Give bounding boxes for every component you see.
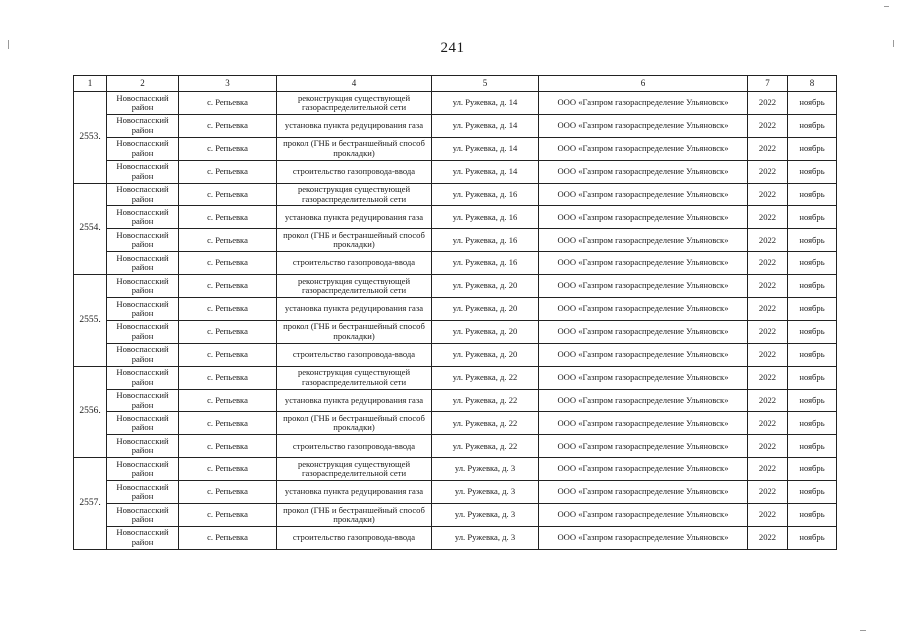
district-cell: Новоспасский район (107, 389, 179, 412)
district-cell: Новоспасский район (107, 183, 179, 206)
address-cell: ул. Ружевка, д. 16 (432, 206, 539, 229)
organization-cell: ООО «Газпром газораспределение Ульяновск» (539, 526, 748, 549)
organization-cell: ООО «Газпром газораспределение Ульяновск» (539, 343, 748, 366)
table-row (74, 481, 837, 504)
locality-cell: с. Репьевка (179, 206, 277, 229)
year-cell: 2022 (748, 366, 788, 389)
district-cell: Новоспасский район (107, 504, 179, 527)
address-cell: ул. Ружевка, д. 14 (432, 92, 539, 115)
district-cell: Новоспасский район (107, 435, 179, 458)
year-cell: 2022 (748, 504, 788, 527)
year-cell: 2022 (748, 526, 788, 549)
year-cell: 2022 (748, 389, 788, 412)
column-header: 6 (539, 76, 748, 92)
work-type-cell: прокол (ГНБ и бестраншейный способ прокладки) (277, 412, 432, 435)
year-cell: 2022 (748, 458, 788, 481)
organization-cell: ООО «Газпром газораспределение Ульяновск» (539, 114, 748, 137)
table-row (74, 137, 837, 160)
month-cell: ноябрь (788, 343, 837, 366)
organization-cell: ООО «Газпром газораспределение Ульяновск» (539, 435, 748, 458)
organization-cell: ООО «Газпром газораспределение Ульяновск» (539, 298, 748, 321)
page-number: 241 (440, 40, 465, 56)
locality-cell: с. Репьевка (179, 298, 277, 321)
table-body (74, 92, 837, 550)
year-cell: 2022 (748, 412, 788, 435)
table-row (74, 298, 837, 321)
address-cell: ул. Ружевка, д. 22 (432, 412, 539, 435)
month-cell: ноябрь (788, 252, 837, 275)
month-cell: ноябрь (788, 229, 837, 252)
column-header: 1 (74, 76, 107, 92)
organization-cell: ООО «Газпром газораспределение Ульяновск» (539, 206, 748, 229)
column-header: 5 (432, 76, 539, 92)
table-row (74, 320, 837, 343)
district-cell: Новоспасский район (107, 275, 179, 298)
organization-cell: ООО «Газпром газораспределение Ульяновск» (539, 412, 748, 435)
year-cell: 2022 (748, 435, 788, 458)
address-cell: ул. Ружевка, д. 3 (432, 526, 539, 549)
locality-cell: с. Репьевка (179, 435, 277, 458)
district-cell: Новоспасский район (107, 252, 179, 275)
district-cell: Новоспасский район (107, 114, 179, 137)
month-cell: ноябрь (788, 137, 837, 160)
work-type-cell: реконструкция существующей газораспределительной сети (277, 275, 432, 298)
work-type-cell: прокол (ГНБ и бестраншейный способ прокладки) (277, 137, 432, 160)
locality-cell: с. Репьевка (179, 160, 277, 183)
locality-cell: с. Репьевка (179, 458, 277, 481)
month-cell: ноябрь (788, 320, 837, 343)
table-row (74, 366, 837, 389)
year-cell: 2022 (748, 137, 788, 160)
table-row (74, 389, 837, 412)
column-header: 2 (107, 76, 179, 92)
table-row (74, 275, 837, 298)
month-cell: ноябрь (788, 183, 837, 206)
table-row (74, 412, 837, 435)
district-cell: Новоспасский район (107, 206, 179, 229)
district-cell: Новоспасский район (107, 160, 179, 183)
month-cell: ноябрь (788, 458, 837, 481)
data-table (73, 75, 837, 550)
year-cell: 2022 (748, 183, 788, 206)
month-cell: ноябрь (788, 412, 837, 435)
work-type-cell: строительство газопровода-ввода (277, 435, 432, 458)
work-type-cell: реконструкция существующей газораспределительной сети (277, 366, 432, 389)
column-header: 4 (277, 76, 432, 92)
address-cell: ул. Ружевка, д. 20 (432, 298, 539, 321)
address-cell: ул. Ружевка, д. 20 (432, 320, 539, 343)
locality-cell: с. Репьевка (179, 526, 277, 549)
year-cell: 2022 (748, 252, 788, 275)
month-cell: ноябрь (788, 206, 837, 229)
district-cell: Новоспасский район (107, 481, 179, 504)
district-cell: Новоспасский район (107, 458, 179, 481)
table-row (74, 435, 837, 458)
locality-cell: с. Репьевка (179, 504, 277, 527)
organization-cell: ООО «Газпром газораспределение Ульяновск» (539, 252, 748, 275)
locality-cell: с. Репьевка (179, 412, 277, 435)
work-type-cell: установка пункта редуцирования газа (277, 114, 432, 137)
scan-artifact (884, 6, 889, 7)
address-cell: ул. Ружевка, д. 16 (432, 183, 539, 206)
table-row (74, 114, 837, 137)
year-cell: 2022 (748, 320, 788, 343)
district-cell: Новоспасский район (107, 92, 179, 115)
district-cell: Новоспасский район (107, 298, 179, 321)
address-cell: ул. Ружевка, д. 22 (432, 435, 539, 458)
locality-cell: с. Репьевка (179, 275, 277, 298)
district-cell: Новоспасский район (107, 137, 179, 160)
table-row (74, 252, 837, 275)
table-row (74, 183, 837, 206)
organization-cell: ООО «Газпром газораспределение Ульяновск» (539, 389, 748, 412)
year-cell: 2022 (748, 298, 788, 321)
table-row (74, 92, 837, 115)
organization-cell: ООО «Газпром газораспределение Ульяновск» (539, 275, 748, 298)
table-row (74, 504, 837, 527)
locality-cell: с. Репьевка (179, 92, 277, 115)
year-cell: 2022 (748, 343, 788, 366)
table-row (74, 343, 837, 366)
organization-cell: ООО «Газпром газораспределение Ульяновск» (539, 458, 748, 481)
row-number-cell: 2555. (74, 275, 107, 367)
address-cell: ул. Ружевка, д. 3 (432, 504, 539, 527)
locality-cell: с. Репьевка (179, 114, 277, 137)
work-type-cell: установка пункта редуцирования газа (277, 206, 432, 229)
table-row (74, 206, 837, 229)
district-cell: Новоспасский район (107, 229, 179, 252)
locality-cell: с. Репьевка (179, 183, 277, 206)
month-cell: ноябрь (788, 504, 837, 527)
address-cell: ул. Ружевка, д. 20 (432, 343, 539, 366)
work-type-cell: реконструкция существующей газораспределительной сети (277, 458, 432, 481)
month-cell: ноябрь (788, 160, 837, 183)
locality-cell: с. Репьевка (179, 343, 277, 366)
year-cell: 2022 (748, 481, 788, 504)
address-cell: ул. Ружевка, д. 22 (432, 389, 539, 412)
address-cell: ул. Ружевка, д. 16 (432, 229, 539, 252)
row-number-cell: 2557. (74, 458, 107, 550)
organization-cell: ООО «Газпром газораспределение Ульяновск» (539, 320, 748, 343)
work-type-cell: строительство газопровода-ввода (277, 252, 432, 275)
column-header: 3 (179, 76, 277, 92)
organization-cell: ООО «Газпром газораспределение Ульяновск» (539, 137, 748, 160)
organization-cell: ООО «Газпром газораспределение Ульяновск» (539, 183, 748, 206)
year-cell: 2022 (748, 229, 788, 252)
organization-cell: ООО «Газпром газораспределение Ульяновск» (539, 229, 748, 252)
header-row (74, 76, 837, 92)
address-cell: ул. Ружевка, д. 14 (432, 160, 539, 183)
year-cell: 2022 (748, 275, 788, 298)
row-number-cell: 2556. (74, 366, 107, 458)
table-row (74, 229, 837, 252)
address-cell: ул. Ружевка, д. 3 (432, 458, 539, 481)
month-cell: ноябрь (788, 298, 837, 321)
scan-artifact (860, 630, 866, 631)
district-cell: Новоспасский район (107, 366, 179, 389)
address-cell: ул. Ружевка, д. 16 (432, 252, 539, 275)
work-type-cell: строительство газопровода-ввода (277, 160, 432, 183)
month-cell: ноябрь (788, 275, 837, 298)
row-number-cell: 2554. (74, 183, 107, 275)
organization-cell: ООО «Газпром газораспределение Ульяновск» (539, 366, 748, 389)
district-cell: Новоспасский район (107, 343, 179, 366)
locality-cell: с. Репьевка (179, 366, 277, 389)
month-cell: ноябрь (788, 114, 837, 137)
month-cell: ноябрь (788, 481, 837, 504)
work-type-cell: реконструкция существующей газораспределительной сети (277, 183, 432, 206)
district-cell: Новоспасский район (107, 526, 179, 549)
address-cell: ул. Ружевка, д. 3 (432, 481, 539, 504)
year-cell: 2022 (748, 160, 788, 183)
district-cell: Новоспасский район (107, 412, 179, 435)
work-type-cell: строительство газопровода-ввода (277, 343, 432, 366)
work-type-cell: прокол (ГНБ и бестраншейный способ прокладки) (277, 229, 432, 252)
column-header: 7 (748, 76, 788, 92)
address-cell: ул. Ружевка, д. 14 (432, 137, 539, 160)
table-row (74, 160, 837, 183)
district-cell: Новоспасский район (107, 320, 179, 343)
locality-cell: с. Репьевка (179, 229, 277, 252)
locality-cell: с. Репьевка (179, 137, 277, 160)
locality-cell: с. Репьевка (179, 481, 277, 504)
work-type-cell: прокол (ГНБ и бестраншейный способ прокладки) (277, 320, 432, 343)
work-type-cell: прокол (ГНБ и бестраншейный способ прокладки) (277, 504, 432, 527)
column-header: 8 (788, 76, 837, 92)
organization-cell: ООО «Газпром газораспределение Ульяновск» (539, 92, 748, 115)
table-row (74, 526, 837, 549)
organization-cell: ООО «Газпром газораспределение Ульяновск» (539, 504, 748, 527)
month-cell: ноябрь (788, 366, 837, 389)
organization-cell: ООО «Газпром газораспределение Ульяновск» (539, 481, 748, 504)
month-cell: ноябрь (788, 389, 837, 412)
locality-cell: с. Репьевка (179, 320, 277, 343)
month-cell: ноябрь (788, 435, 837, 458)
year-cell: 2022 (748, 114, 788, 137)
work-type-cell: установка пункта редуцирования газа (277, 389, 432, 412)
year-cell: 2022 (748, 92, 788, 115)
address-cell: ул. Ружевка, д. 14 (432, 114, 539, 137)
month-cell: ноябрь (788, 526, 837, 549)
work-type-cell: установка пункта редуцирования газа (277, 298, 432, 321)
row-number-cell: 2553. (74, 92, 107, 184)
month-cell: ноябрь (788, 92, 837, 115)
locality-cell: с. Репьевка (179, 252, 277, 275)
address-cell: ул. Ружевка, д. 22 (432, 366, 539, 389)
work-type-cell: строительство газопровода-ввода (277, 526, 432, 549)
table-row (74, 458, 837, 481)
organization-cell: ООО «Газпром газораспределение Ульяновск» (539, 160, 748, 183)
address-cell: ул. Ружевка, д. 20 (432, 275, 539, 298)
locality-cell: с. Репьевка (179, 389, 277, 412)
work-type-cell: реконструкция существующей газораспределительной сети (277, 92, 432, 115)
year-cell: 2022 (748, 206, 788, 229)
work-type-cell: установка пункта редуцирования газа (277, 481, 432, 504)
